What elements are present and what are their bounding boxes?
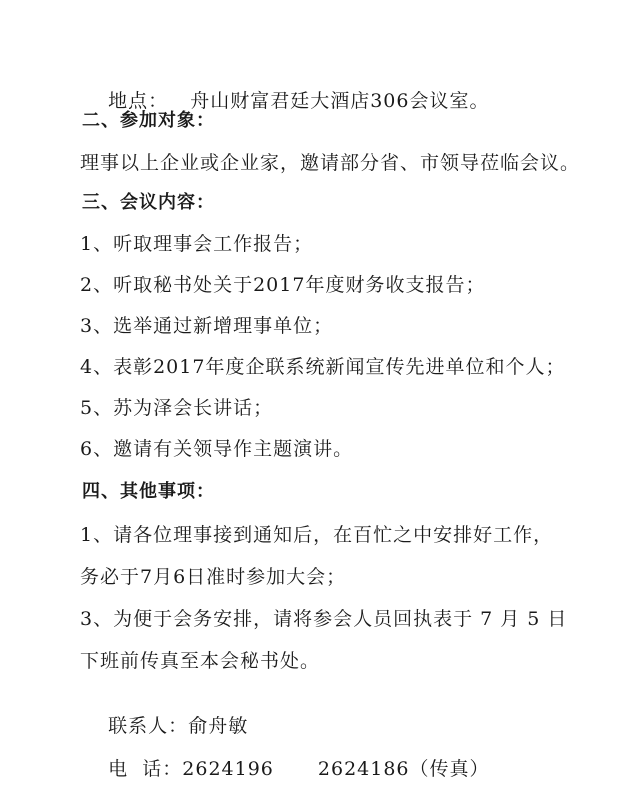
contact-person-name: 俞舟敏 (188, 715, 249, 737)
contact-person-label: 联系人： (108, 715, 189, 737)
agenda-item-6: 6、邀请有关领导作主题演讲。 (80, 438, 354, 460)
contact-phone-label: 电 话： (108, 758, 183, 780)
agenda-item-3: 3、选举通过新增理事单位； (80, 315, 334, 337)
venue-label: 地点： (108, 90, 169, 112)
venue-value: 舟山财富君廷大酒店306会议室。 (190, 90, 490, 112)
agenda-item-4: 4、表彰2017年度企联系统新闻宣传先进单位和个人； (80, 356, 566, 378)
section3-heading: 三、会议内容： (82, 192, 215, 213)
other-item-1-line-2: 务必于7月6日准时参加大会； (80, 566, 347, 588)
contact-fax-number: 2624186（传真） (317, 758, 490, 780)
section2-heading: 二、参加对象： (82, 110, 215, 131)
other-item-3-line-2: 下班前传真至本会秘书处。 (80, 650, 321, 672)
agenda-item-5: 5、苏为泽会长讲话； (80, 397, 274, 419)
other-item-3-line-1: 3、为便于会务安排，请将参会人员回执表于 7 月 5 日 (80, 608, 568, 630)
contact-phone-line (80, 733, 490, 805)
contact-phone-number: 2624196 (182, 758, 274, 780)
agenda-item-1: 1、听取理事会工作报告； (80, 233, 314, 255)
section4-heading: 四、其他事项： (82, 481, 215, 502)
section2-text: 理事以上企业或企业家，邀请部分省、市领导莅临会议。 (80, 152, 581, 174)
agenda-item-2: 2、听取秘书处关于2017年度财务收支报告； (80, 274, 486, 296)
other-item-1-line-1: 1、请各位理事接到通知后，在百忙之中安排好工作， (80, 524, 554, 546)
